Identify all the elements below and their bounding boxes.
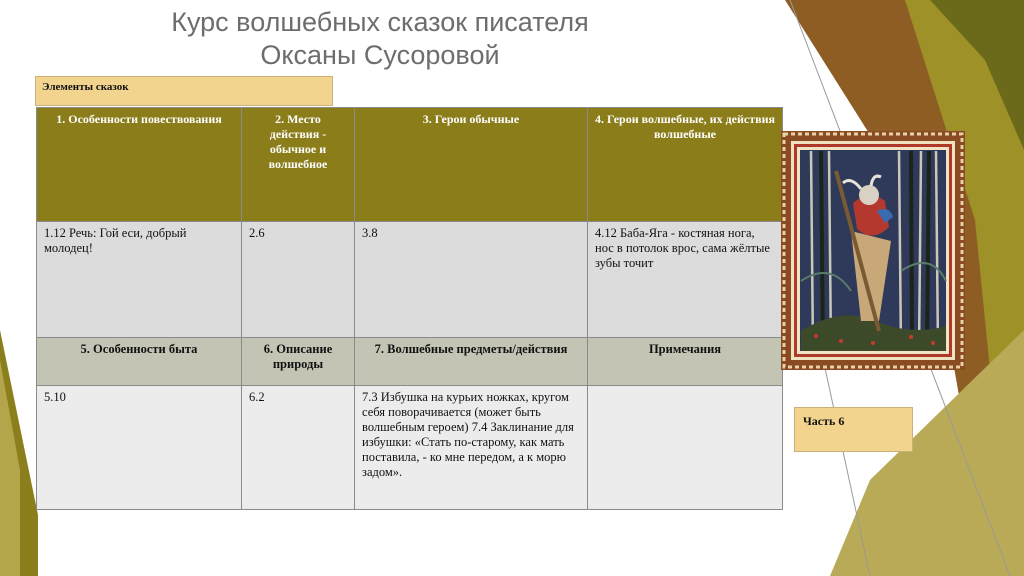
- cell-ordinary-heroes: 3.8: [355, 222, 588, 338]
- table-header-row-1: [37, 108, 783, 222]
- title-line-2: Оксаны Сусоровой: [260, 40, 500, 70]
- table-row: [37, 386, 783, 510]
- cell-nature: 6.2: [242, 386, 355, 510]
- table-header-row-2: [37, 338, 783, 386]
- cell-magic-heroes: 4.12 Баба-Яга - костяная нога, нос в потолок врос, сама жёлтые зубы точит: [588, 222, 783, 338]
- page-title: [110, 6, 650, 72]
- header-cell-magic-heroes: 4. Герои волшебные, их действия волшебные: [588, 108, 783, 222]
- header-cell-narration: 1. Особенности повествования: [37, 108, 242, 222]
- header-cell-ordinary-heroes: 3. Герои обычные: [355, 108, 588, 222]
- header-cell-magic-objects: 7. Волшебные предметы/действия: [355, 338, 588, 386]
- title-line-1: Курс волшебных сказок писателя: [171, 7, 589, 37]
- cell-daily-life: 5.10: [37, 386, 242, 510]
- part-label: Часть 6: [794, 407, 913, 452]
- cell-magic-objects: 7.3 Избушка на курьих ножках, кругом себя поворачивается (может быть волшебным героем) 7.4 Заклинание для избушки: «Стать по-старому, как мать поставила, - ко мне передом, а к морю задом».: [355, 386, 588, 510]
- elements-label: Элементы сказок: [35, 76, 333, 106]
- cell-notes: [588, 386, 783, 510]
- header-cell-place: 2. Место действия - обычное и волшебное: [242, 108, 355, 222]
- header-cell-nature: 6. Описание природы: [242, 338, 355, 386]
- header-cell-daily-life: 5. Особенности быта: [37, 338, 242, 386]
- baba-yaga-illustration: [781, 131, 965, 370]
- table-row: [37, 222, 783, 338]
- header-cell-notes: Примечания: [588, 338, 783, 386]
- fairy-tale-elements-table: [36, 107, 783, 510]
- cell-narration: 1.12 Речь: Гой еси, добрый молодец!: [37, 222, 242, 338]
- cell-place: 2.6: [242, 222, 355, 338]
